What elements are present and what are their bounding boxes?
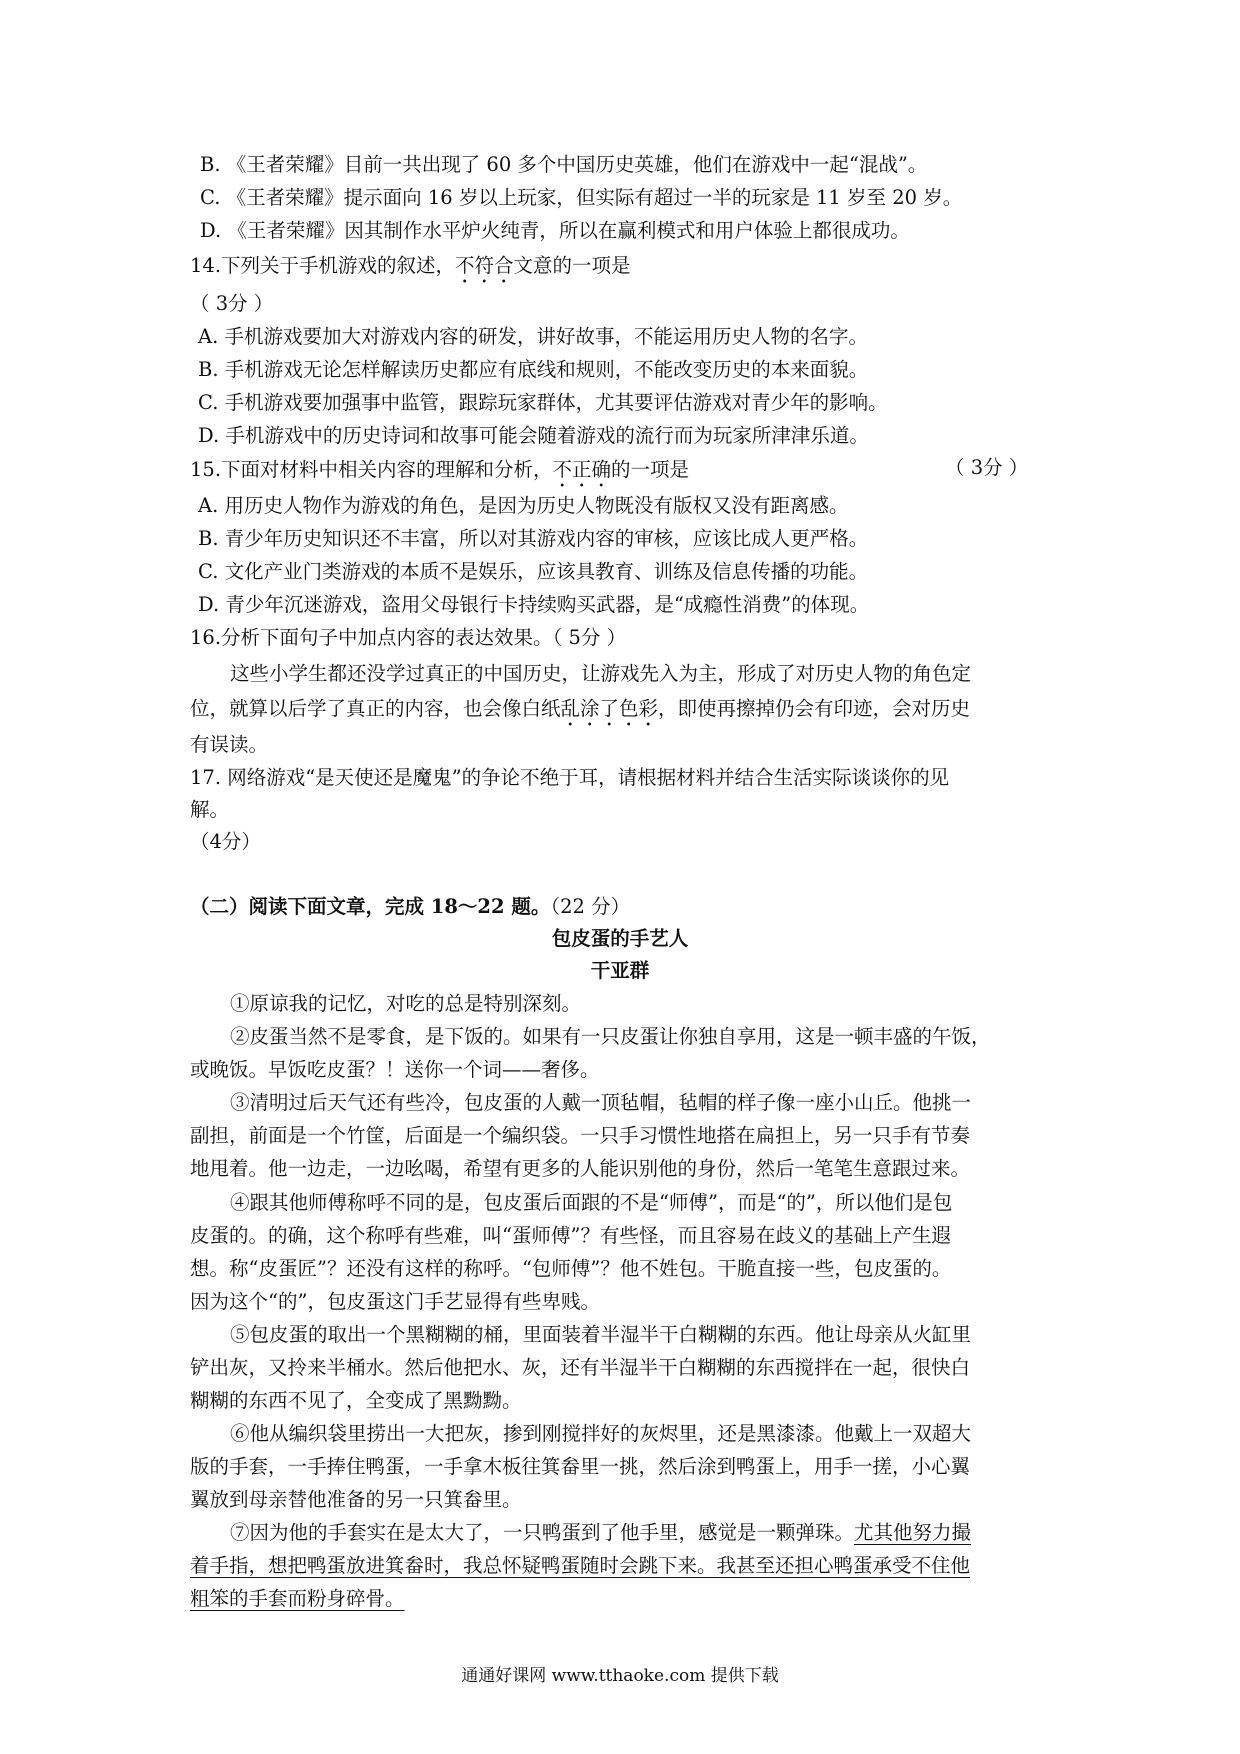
article-p7-line3: 粗笨的手套而粉身碎骨。 — [190, 1587, 405, 1610]
article-p6-line2: 版的手套，一手捧住鸭蛋，一手拿木板往箕畚里一挑，然后涂到鸭蛋上，用手一搓，小心翼 — [190, 1455, 971, 1478]
q16-quote-line2-a: 位，就算以后学了真正的内容，也会像白纸 — [190, 697, 561, 720]
article-title: 包皮蛋的手艺人 — [551, 927, 689, 950]
footer-source: 通通好课网 www.tthaoke.com 提供下载 — [461, 1666, 779, 1686]
article-p5-line1: ⑤包皮蛋的取出一个黑糊糊的桶，里面装着半湿半干白糊糊的东西。他让母亲从火缸里 — [230, 1323, 972, 1346]
q14-stem-b: 文意的一项是 — [513, 254, 631, 277]
q17-line2: 解。 — [190, 798, 230, 821]
article-p7-line2: 着手指，想把鸭蛋放进箕畚时，我总怀疑鸭蛋随时会跳下来。我甚至还担心鸭蛋承受不住他 — [190, 1554, 971, 1577]
q14-stem — [190, 254, 631, 288]
article-p4-line1: ④跟其他师傅称呼不同的是，包皮蛋后面跟的不是“师傅”，而是“的”，所以他们是包 — [230, 1191, 953, 1214]
q14-option-c: C. 手机游戏要加强事中监管，跟踪玩家群体，尤其要评估游戏对青少年的影响。 — [198, 391, 888, 414]
q16-quote-line2-b: ，即使再擦掉仍会有印迹，会对历史 — [658, 697, 971, 720]
article-p3-line1: ③清明过后天气还有些冷，包皮蛋的人戴一顶毡帽，毡帽的样子像一座小山丘。他挑一 — [230, 1091, 972, 1114]
q17-score: （4分） — [190, 830, 261, 853]
article-p6-line1: ⑥他从编织袋里捞出一大把灰，掺到刚搅拌好的灰烬里，还是黑漆漆。他戴上一双超大 — [230, 1422, 972, 1445]
q15-option-a: A. 用历史人物作为游戏的角色，是因为历史人物既没有版权又没有距离感。 — [198, 494, 849, 517]
q15-stem-a: 15.下面对材料中相关内容的理解和分析， — [190, 458, 553, 481]
article-p7-underlined-start: 尤其他努力撮 — [854, 1521, 972, 1544]
q14-score: （ 3分 ） — [190, 292, 274, 315]
q15-option-c: C. 文化产业门类游戏的本质不是娱乐，应该具教育、训练及信息传播的功能。 — [198, 560, 869, 583]
section2-score: （22 分） — [550, 895, 631, 918]
article-p4-line3: 想。称“皮蛋匠”？还没有这样的称呼。“包师傅”？他不姓包。干脆直接一些，包皮蛋的。 — [190, 1257, 952, 1280]
section2-heading-text: （二）阅读下面文章，完成 18～22 题。 — [190, 895, 551, 918]
article-p2-line1: ②皮蛋当然不是零食，是下饭的。如果有一只皮蛋让你独自享用，这是一顿丰盛的午饭， — [230, 1025, 991, 1048]
q14-option-a: A. 手机游戏要加大对游戏内容的研发，讲好故事，不能运用历史人物的名字。 — [198, 325, 868, 348]
q15-stem — [190, 458, 689, 492]
q16-stem: 16.分析下面句子中加点内容的表达效果。（ 5分 ） — [190, 626, 627, 649]
q15-stem-emphasis: 不正确 — [552, 458, 612, 481]
q15-option-b: B. 青少年历史知识还不丰富，所以对其游戏内容的审核，应该比成人更严格。 — [198, 527, 869, 550]
q15-score: （ 3分 ） — [945, 456, 1029, 479]
q16-quote-line1: 这些小学生都还没学过真正的中国历史，让游戏先入为主，形成了对历史人物的角色定 — [230, 662, 972, 685]
q14-option-b: B. 手机游戏无论怎样解读历史都应有底线和规则，不能改变历史的本来面貌。 — [198, 358, 869, 381]
q13-option-b: B. 《王者荣耀》目前一共出现了 60 多个中国历史英雄，他们在游戏中一起“混战”。 — [200, 153, 928, 176]
q16-quote-line3: 有误读。 — [190, 733, 269, 756]
article-p5-line2: 铲出灰，又拎来半桶水。然后他把水、灰，还有半湿半干白糊糊的东西搅拌在一起，很快白 — [190, 1356, 971, 1379]
article-p2-line2: 或晚饭。早饭吃皮蛋？！送你一个词——奢侈。 — [190, 1058, 600, 1081]
article-p4-line4: 因为这个“的”，包皮蛋这门手艺显得有些卑贱。 — [190, 1290, 600, 1313]
article-p3-line2: 副担，前面是一个竹筐，后面是一个编织袋。一只手习惯性地搭在扁担上，另一只手有节奏 — [190, 1124, 971, 1147]
article-author: 干亚群 — [590, 959, 650, 982]
q16-quote-emphasis: 乱涂了色彩 — [560, 697, 659, 720]
section2-heading — [190, 897, 630, 917]
article-p7-line1-a: ⑦因为他的手套实在是太大了，一只鸭蛋到了他手里，感觉是一颗弹珠。 — [230, 1521, 855, 1544]
q16-quote-line2 — [190, 697, 970, 731]
article-p7-line1 — [230, 1523, 971, 1543]
q14-stem-a: 14.下列关于手机游戏的叙述， — [190, 254, 456, 277]
q15-option-d: D. 青少年沉迷游戏，盗用父母银行卡持续购买武器，是“成瘾性消费”的体现。 — [198, 593, 870, 616]
q17-line1: 17. 网络游戏“是天使还是魔鬼”的争论不绝于耳，请根据材料并结合生活实际谈谈你的见 — [190, 766, 950, 789]
article-p5-line3: 糊糊的东西不见了，全变成了黑黝黝。 — [190, 1389, 522, 1412]
q13-option-d: D. 《王者荣耀》因其制作水平炉火纯青，所以在赢利模式和用户体验上都很成功。 — [200, 219, 910, 242]
article-p6-line3: 翼放到母亲替他准备的另一只箕畚里。 — [190, 1488, 522, 1511]
q14-stem-emphasis: 不符合 — [455, 254, 514, 277]
article-p3-line3: 地甩着。他一边走，一边吆喝，希望有更多的人能识别他的身份，然后一笔笔生意跟过来。 — [190, 1157, 971, 1180]
q15-stem-b: 的一项是 — [611, 458, 690, 481]
article-p1: ①原谅我的记忆，对吃的总是特别深刻。 — [230, 992, 582, 1015]
article-p4-line2: 皮蛋的。的确，这个称呼有些难，叫“蛋师傅”？有些怪，而且容易在歧义的基础上产生遐 — [190, 1224, 951, 1247]
q14-option-d: D. 手机游戏中的历史诗词和故事可能会随着游戏的流行而为玩家所津津乐道。 — [198, 424, 869, 447]
q13-option-c: C. 《王者荣耀》提示面向 16 岁以上玩家，但实际有超过一半的玩家是 11 岁至 20 岁。 — [200, 186, 963, 209]
